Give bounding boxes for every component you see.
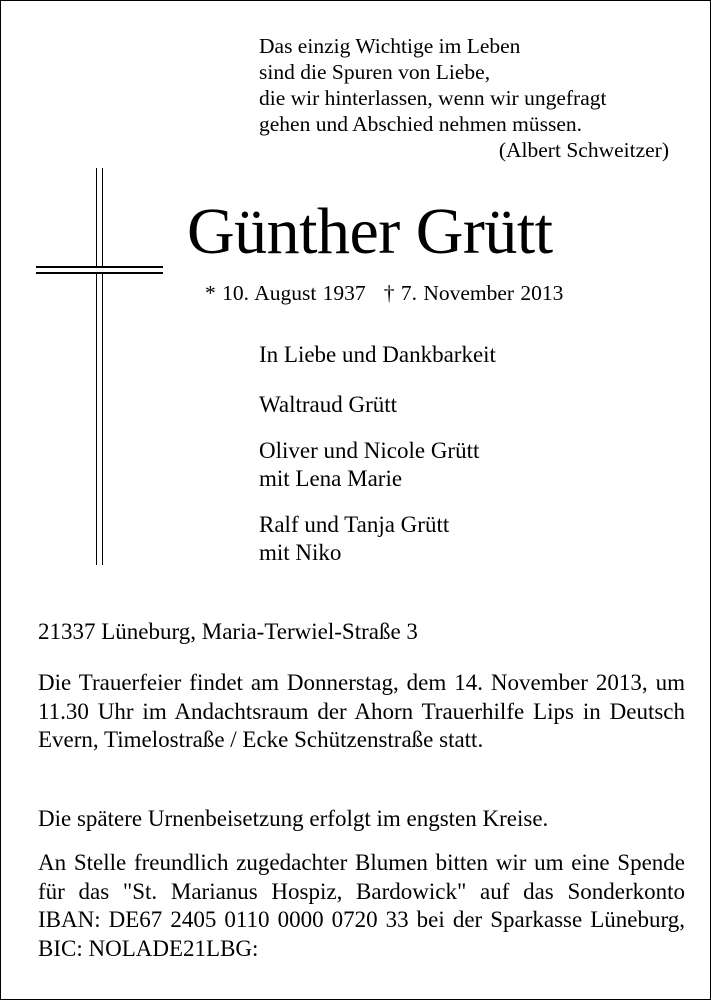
cross-icon [96,168,103,565]
funeral-service-paragraph: Die Trauerfeier findet am Donnerstag, dem 14. November 2013, um 11.30 Uhr im Andachtsraum der Ahorn Trauerhilfe Lips in Deutsch Evern, Timelostraße / Ecke Schützenstraße statt. [38,670,685,752]
deceased-name: Günther Grütt [187,195,553,268]
quote-author: (Albert Schweitzer) [498,138,669,162]
mourner-entry [259,437,496,493]
mourner-entry [259,511,496,567]
birth-date: * 10. August 1937 [205,281,366,305]
mourners-heading: In Liebe und Dankbarkeit [259,342,496,367]
quote-line: sind die Spuren von Liebe, [259,60,491,84]
quote-line: Das einzig Wichtige im Leben [259,34,521,58]
memorial-quote [259,33,679,163]
burial-paragraph: Die spätere Urnenbeisetzung erfolgt im engsten Kreise. [38,806,549,831]
mourner-name: Oliver und Nicole Grütt [259,438,480,463]
quote-line: gehen und Abschied nehmen müssen. [259,112,583,136]
mourner-addition: mit Niko [259,540,342,565]
donation-paragraph: An Stelle freundlich zugedachter Blumen bitten wir um eine Spende für das "St. Marianus Hospiz, Bardowick" auf das Sonderkonto IBAN: DE67 2405 0110 0000 0720 33 bei der Sparkasse Lüneburg, BIC: NOLADE21LBG: [38,850,685,961]
family-address: 21337 Lüneburg, Maria-Terwiel-Straße 3 [38,619,418,644]
mourners-list [259,341,496,585]
death-date: † 7. November 2013 [383,281,564,305]
cross-bar [36,266,163,274]
mourner-name: Waltraud Grütt [259,392,398,417]
mourner-addition: mit Lena Marie [259,466,403,491]
mourner-entry [259,391,496,419]
mourner-name: Ralf und Tanja Grütt [259,512,450,537]
life-dates [205,280,563,306]
quote-line: die wir hinterlassen, wenn wir ungefragt [259,86,607,110]
